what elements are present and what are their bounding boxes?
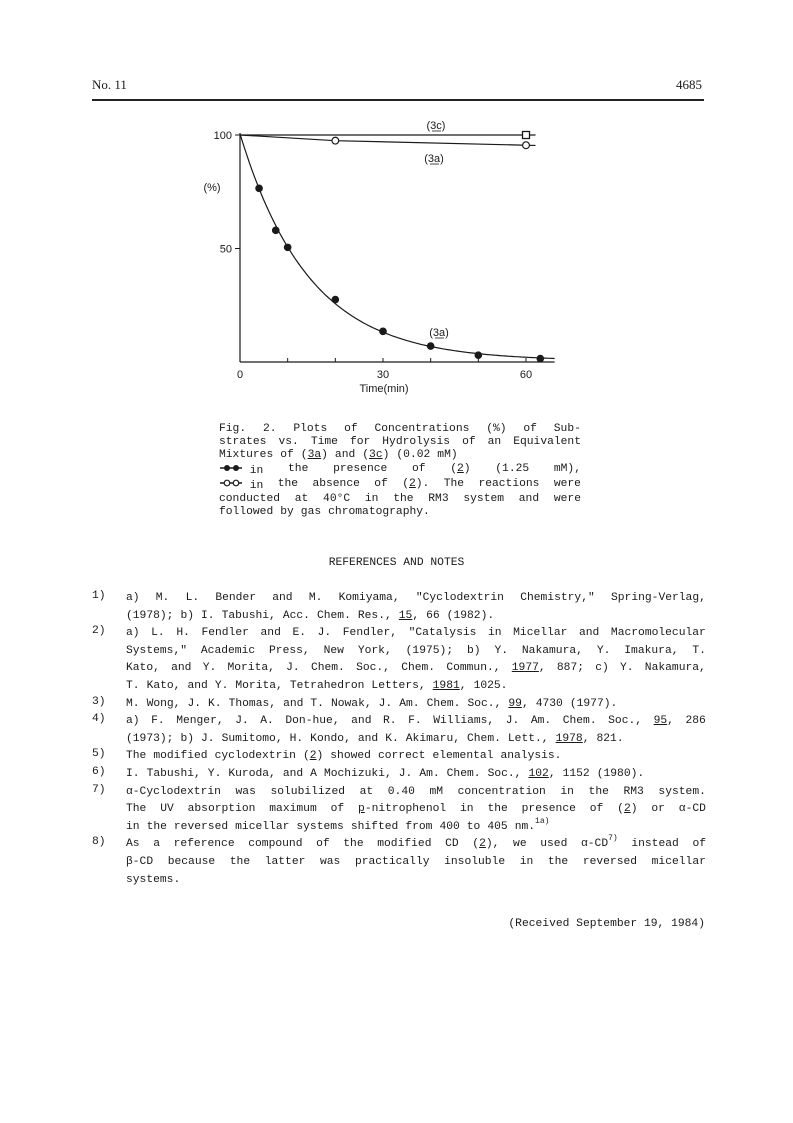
caption-line: strates vs. Time for Hydrolysis of an Equivalent (219, 436, 581, 449)
series-3a-filled-point (475, 351, 483, 359)
reference-body (126, 766, 706, 784)
series-3a-open-point (332, 137, 339, 144)
reference-body (126, 836, 706, 889)
reference-body (126, 696, 706, 714)
reference-line: systems. (126, 873, 181, 886)
reference-line: As a reference compound of the modified CD (2), we used α-CD$^{7)}$ instead of (126, 834, 706, 851)
series-3c-label: (3c) (426, 120, 446, 132)
reference-body (126, 625, 706, 695)
x-axis-label: Time(min) (359, 383, 409, 395)
series-3a-filled-label: (3a) (429, 327, 449, 339)
chart-axes (235, 133, 555, 362)
x-tick-label: 30 (376, 369, 390, 381)
reference-item (92, 766, 706, 784)
page-number: 4685 (676, 77, 702, 92)
reference-body (126, 713, 706, 748)
reference-item (92, 590, 706, 625)
references-list (92, 590, 706, 889)
reference-item (92, 713, 706, 748)
references-title: REFERENCES AND NOTES (328, 557, 465, 569)
reference-number: 3) (92, 695, 106, 708)
reference-item (92, 696, 706, 714)
y-axis-label: (%) (203, 182, 221, 195)
reference-number: 1) (92, 590, 106, 602)
reference-number: 7) (92, 783, 106, 796)
reference-line: (1973); b) J. Sumitomo, H. Kondo, and K. Akimaru, Chem. Lett., 1978, 821. (126, 732, 624, 745)
series-3a-filled-point (427, 342, 435, 350)
series-3a-filled-point (272, 227, 280, 235)
series-3a-open-line (240, 135, 536, 145)
series-3a-filled-point (332, 296, 340, 304)
y-tick-label: 100 (213, 130, 232, 142)
reference-number: 4) (92, 713, 106, 726)
reference-line: β-CD because the latter was practically insoluble in the reversed micellar (126, 855, 706, 868)
caption-line: Mixtures of (3a) and (3c) (0.02 mM) (219, 449, 458, 462)
x-tick-label: 60 (519, 369, 533, 381)
reference-number: 5) (92, 748, 106, 761)
reference-line: T. Kato, and Y. Morita, Tetrahedron Letters, 1981, 1025. (126, 679, 508, 692)
reference-line: (1978); b) I. Tabushi, Acc. Chem. Res., 15, 66 (1982). (126, 609, 495, 622)
chart-points (255, 132, 544, 363)
reference-item (92, 836, 706, 889)
x-tick-label: 0 (236, 369, 244, 381)
journal-issue: No. 11 (92, 77, 127, 92)
reference-body (126, 784, 706, 837)
caption-line: in the presence of (2) (1.25 mM), (219, 463, 581, 478)
caption-line: in the absence of (2). The reactions were (219, 478, 581, 493)
caption-line: followed by gas chromatography. (219, 506, 430, 519)
figure-2-chart (0, 0, 793, 420)
reference-item (92, 748, 706, 766)
series-3a-open-label: (3a) (424, 153, 444, 165)
reference-body (126, 590, 706, 625)
series-3a-open-point (523, 142, 530, 149)
reference-line: a) M. L. Bender and M. Komiyama, "Cyclodextrin Chemistry," Spring-Verlag, (126, 592, 706, 604)
caption-line: conducted at 40°C in the RM3 system and were (219, 493, 581, 506)
series-3a-filled-point (379, 328, 387, 336)
y-tick-label: 50 (219, 243, 232, 256)
reference-number: 6) (92, 765, 106, 778)
reference-number: 8) (92, 836, 106, 849)
reference-line: Kato, and Y. Morita, J. Chem. Soc., Chem. Commun., 1977, 887; c) Y. Nakamura, (126, 662, 706, 675)
filled-circle-legend-icon (219, 463, 243, 473)
series-3a-filled-point (255, 185, 263, 193)
reference-line: M. Wong, J. K. Thomas, and T. Nowak, J. Am. Chem. Soc., 99, 4730 (1977). (126, 697, 618, 710)
series-3a-filled-point (537, 355, 545, 363)
series-3c-point (523, 132, 530, 139)
reference-line: a) L. H. Fendler and E. J. Fendler, "Catalysis in Micellar and Macromolecular (126, 627, 706, 640)
reference-line: I. Tabushi, Y. Kuroda, and A Mochizuki, J. Am. Chem. Soc., 102, 1152 (1980). (126, 767, 645, 780)
received-date: (Received September 19, 1984) (508, 918, 705, 930)
reference-body (126, 748, 706, 766)
reference-line: in the reversed micellar systems shifted from 400 to 405 nm.$^{1a)}$ (126, 816, 550, 833)
series-3a-filled-point (284, 244, 292, 252)
reference-line: The modified cyclodextrin (2) showed correct elemental analysis. (126, 750, 562, 763)
open-circle-legend-icon (219, 478, 243, 488)
reference-item (92, 784, 706, 837)
reference-number: 2) (92, 625, 106, 638)
reference-line: Systems," Academic Press, New York, (1975); b) Y. Nakamura, Y. Imakura, T. (126, 644, 706, 657)
caption-line: Fig. 2. Plots of Concentrations (%) of Sub- (219, 423, 581, 435)
reference-line: a) F. Menger, J. A. Don-hue, and R. F. Williams, J. Am. Chem. Soc., 95, 286 (126, 715, 706, 728)
reference-item (92, 625, 706, 695)
reference-line: The UV absorption maximum of p-nitrophenol in the presence of (2) or α-CD (126, 803, 706, 816)
reference-line: α-Cyclodextrin was solubilized at 0.40 mM concentration in the RM3 system. (126, 785, 706, 798)
figure-caption (219, 423, 581, 519)
